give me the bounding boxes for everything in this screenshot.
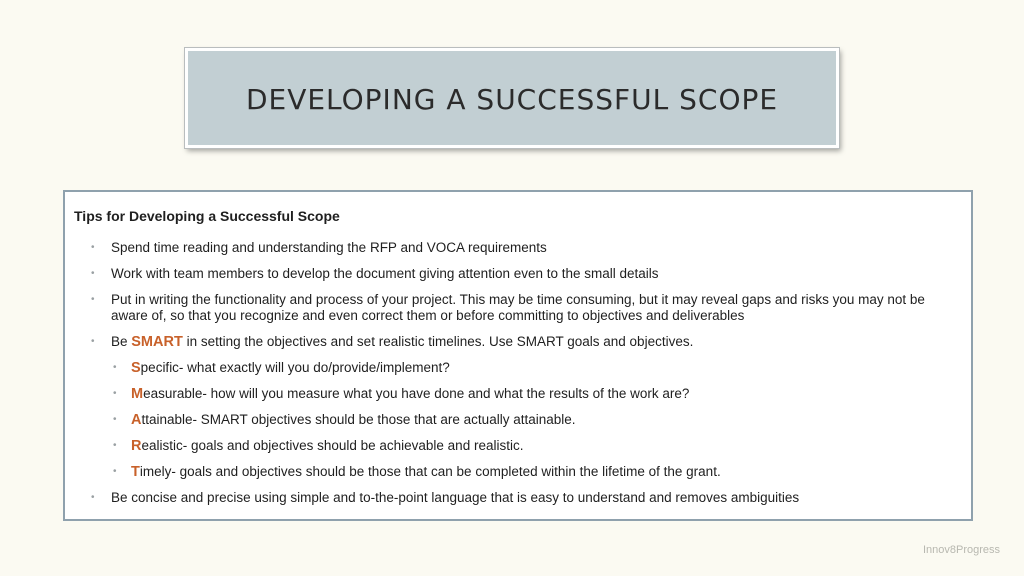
bullet-text: Spend time reading and understanding the RFP and VOCA requirements [111, 240, 547, 255]
content-heading: Tips for Developing a Successful Scope [74, 208, 340, 224]
bullet-text: Put in writing the functionality and process of your project. This may be time consuming, but it may reveal gaps and risks you may not be aware of, so that you recognize and even correct them or before committing to objectives and deliverables [111, 292, 925, 323]
bullet-icon: • [113, 388, 117, 399]
smart-prefix: Be [111, 334, 132, 349]
smart-sub-item-measurable [65, 386, 971, 402]
bullet-icon: • [113, 440, 117, 451]
bullet-icon: • [113, 414, 117, 425]
smart-sub-item-timely [65, 464, 971, 480]
smart-letter: M [131, 386, 144, 402]
smart-sub-item-realistic [65, 438, 971, 454]
list-item [65, 266, 971, 282]
smart-keyword: SMART [131, 334, 183, 350]
smart-text: pecific- what exactly will you do/provide/implement? [140, 360, 450, 375]
smart-letter: T [131, 464, 140, 480]
bullet-icon: • [91, 242, 95, 253]
smart-text: ttainable- SMART objectives should be those that are actually attainable. [141, 412, 576, 427]
content-box [63, 190, 973, 521]
smart-letter: A [131, 412, 142, 428]
slide-title: DEVELOPING A SUCCESSFUL SCOPE [245, 82, 779, 116]
bullet-icon: • [113, 362, 117, 373]
footer-brand: Innov8Progress [922, 544, 1000, 556]
bullet-text: Work with team members to develop the document giving attention even to the small details [111, 266, 659, 281]
title-box [185, 48, 839, 148]
list-item [65, 292, 971, 324]
smart-text: easurable- how will you measure what you have done and what the results of the work are? [143, 386, 690, 401]
bullet-text: Be concise and precise using simple and to-the-point language that is easy to understand and removes ambiguities [111, 490, 800, 505]
smart-sub-item-specific [65, 360, 971, 376]
bullet-icon: • [91, 294, 95, 305]
smart-list-item [65, 334, 971, 350]
smart-suffix: in setting the objectives and set realistic timelines. Use SMART goals and objectives. [182, 334, 694, 349]
bullet-icon: • [91, 492, 95, 503]
list-item [65, 240, 971, 256]
smart-letter: S [131, 360, 141, 376]
smart-letter: R [131, 438, 142, 454]
tips-list [65, 240, 971, 516]
smart-sub-item-attainable [65, 412, 971, 428]
bullet-icon: • [113, 466, 117, 477]
smart-text: ealistic- goals and objectives should be achievable and realistic. [141, 438, 524, 453]
bullet-icon: • [91, 268, 95, 279]
list-item [65, 490, 971, 506]
bullet-icon: • [91, 336, 95, 347]
smart-text: imely- goals and objectives should be those that can be completed within the lifetime of the grant. [139, 464, 721, 479]
